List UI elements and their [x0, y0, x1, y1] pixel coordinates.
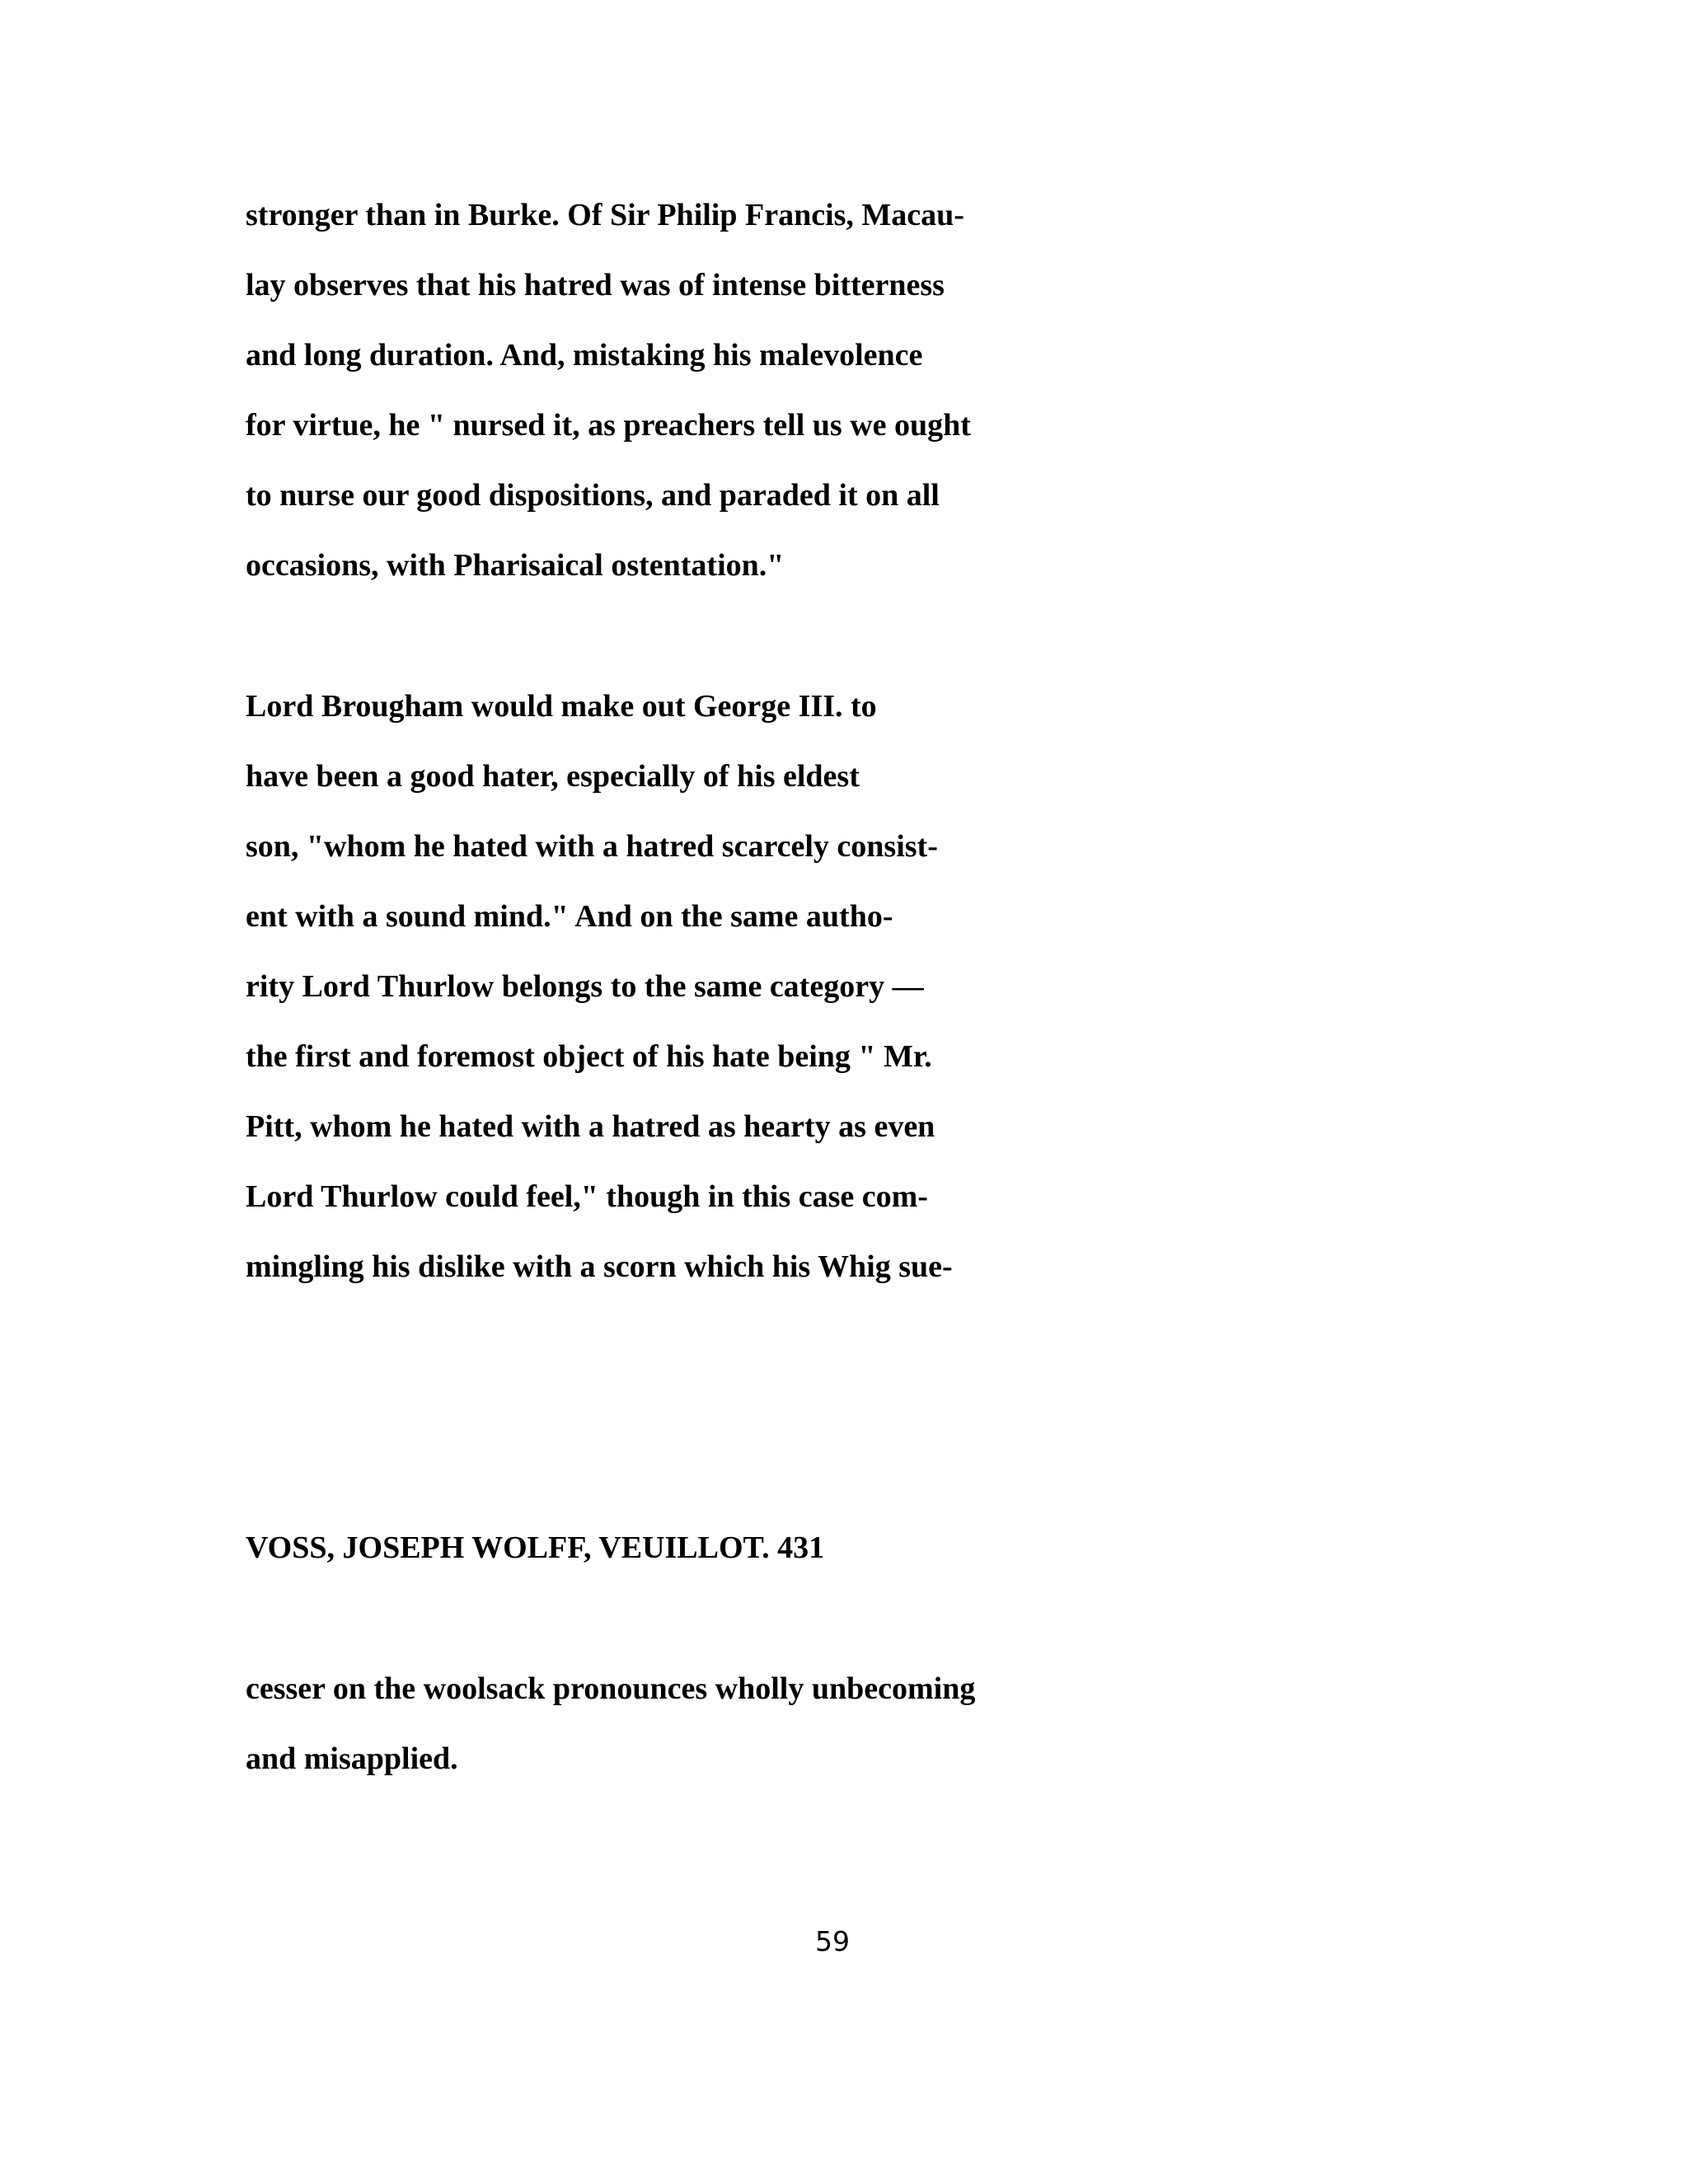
text-line: occasions, with Pharisaical ostentation." — [246, 548, 785, 583]
text-line: Pitt, whom he hated with a hatred as hearty as even — [246, 1109, 935, 1144]
text-line: to nurse our good dispositions, and paraded it on all — [246, 478, 940, 513]
text-line: for virtue, he " nursed it, as preachers tell us we ought — [246, 408, 971, 443]
text-line: mingling his dislike with a scorn which his Whig sue- — [246, 1249, 953, 1284]
text-line: Lord Thurlow could feel," though in this case com- — [246, 1179, 928, 1214]
text-line: and long duration. And, mistaking his malevolence — [246, 338, 923, 373]
text-line: stronger than in Burke. Of Sir Philip Francis, Macau- — [246, 198, 964, 232]
text-line: Lord Brougham would make out George III. to — [246, 689, 877, 724]
text-line: ent with a sound mind." And on the same autho- — [246, 899, 893, 934]
text-line: rity Lord Thurlow belongs to the same category — — [246, 969, 924, 1004]
running-header: VOSS, JOSEPH WOLFF, VEUILLOT. 431 — [246, 1530, 825, 1565]
text-line: son, "whom he hated with a hatred scarcely consist- — [246, 829, 938, 864]
text-line: and misapplied. — [246, 1741, 458, 1776]
text-line: have been a good hater, especially of his eldest — [246, 759, 860, 794]
page-number: 59 — [815, 1925, 850, 1957]
text-line: lay observes that his hatred was of intense bitterness — [246, 268, 945, 302]
text-line: cesser on the woolsack pronounces wholly unbecoming — [246, 1671, 976, 1706]
text-line: the first and foremost object of his hate being " Mr. — [246, 1039, 932, 1074]
